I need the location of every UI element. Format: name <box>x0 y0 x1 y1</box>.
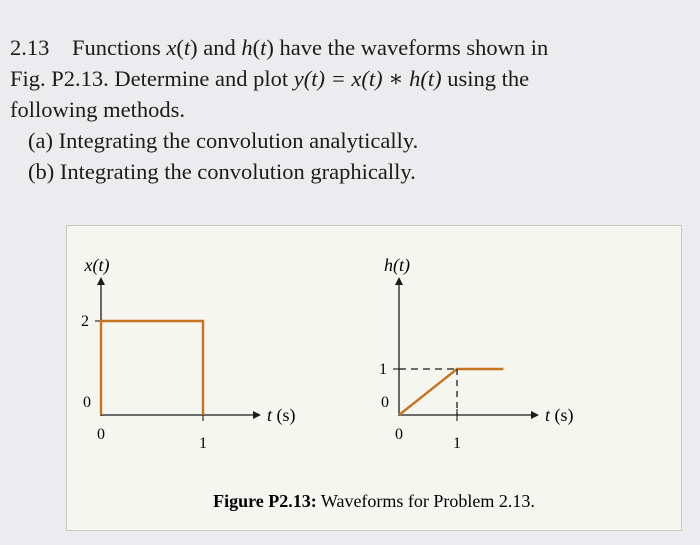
y-tick-label: 0 <box>83 394 91 411</box>
problem-number: 2.13 <box>10 35 50 60</box>
part-a: (a) Integrating the convolution analytically. <box>28 128 419 153</box>
problem-line-3: following methods. <box>10 97 185 122</box>
x-tick-label: 1 <box>199 435 207 452</box>
figure-caption: Figure P2.13: Waveforms for Problem 2.13. <box>213 491 535 511</box>
math-t: t <box>260 35 267 60</box>
x-tick-label: 1 <box>453 435 461 452</box>
figure-svg <box>67 226 681 530</box>
plot-title: h(t) <box>384 255 410 275</box>
math-h: h <box>241 35 253 60</box>
y-tick-label: 2 <box>81 313 89 330</box>
problem-statement <box>10 32 690 187</box>
problem-text: Functions <box>72 35 167 60</box>
paren: ( <box>252 35 261 60</box>
problem-text: Fig. P2.13. Determine and plot <box>10 66 294 91</box>
waveform-line <box>399 369 503 415</box>
x-axis-label: t (s) <box>545 405 574 425</box>
y-tick-label: 0 <box>381 394 389 411</box>
problem-text: ) have the waveforms shown in <box>266 35 549 60</box>
convolution-equation: y(t) = x(t) ∗ h(t) <box>293 66 442 91</box>
paren: ( <box>176 35 184 60</box>
part-b: (b) Integrating the convolution graphically. <box>28 159 416 184</box>
y-tick-label: 1 <box>379 361 387 378</box>
plot-h-of-t <box>379 255 574 452</box>
waveform-line <box>101 321 203 415</box>
problem-text: using the <box>441 66 530 91</box>
x-tick-label: 0 <box>97 426 105 443</box>
problem-line-2 <box>10 63 690 94</box>
problem-line-1 <box>10 32 690 63</box>
math-x: x <box>166 35 177 60</box>
x-tick-label: 0 <box>395 426 403 443</box>
plot-x-of-t <box>81 255 296 452</box>
figure-p2-13 <box>66 225 682 531</box>
x-axis-label: t (s) <box>267 405 296 425</box>
math-t: t <box>183 35 191 60</box>
plot-title: x(t) <box>84 255 110 275</box>
problem-text: ) and <box>190 35 242 60</box>
